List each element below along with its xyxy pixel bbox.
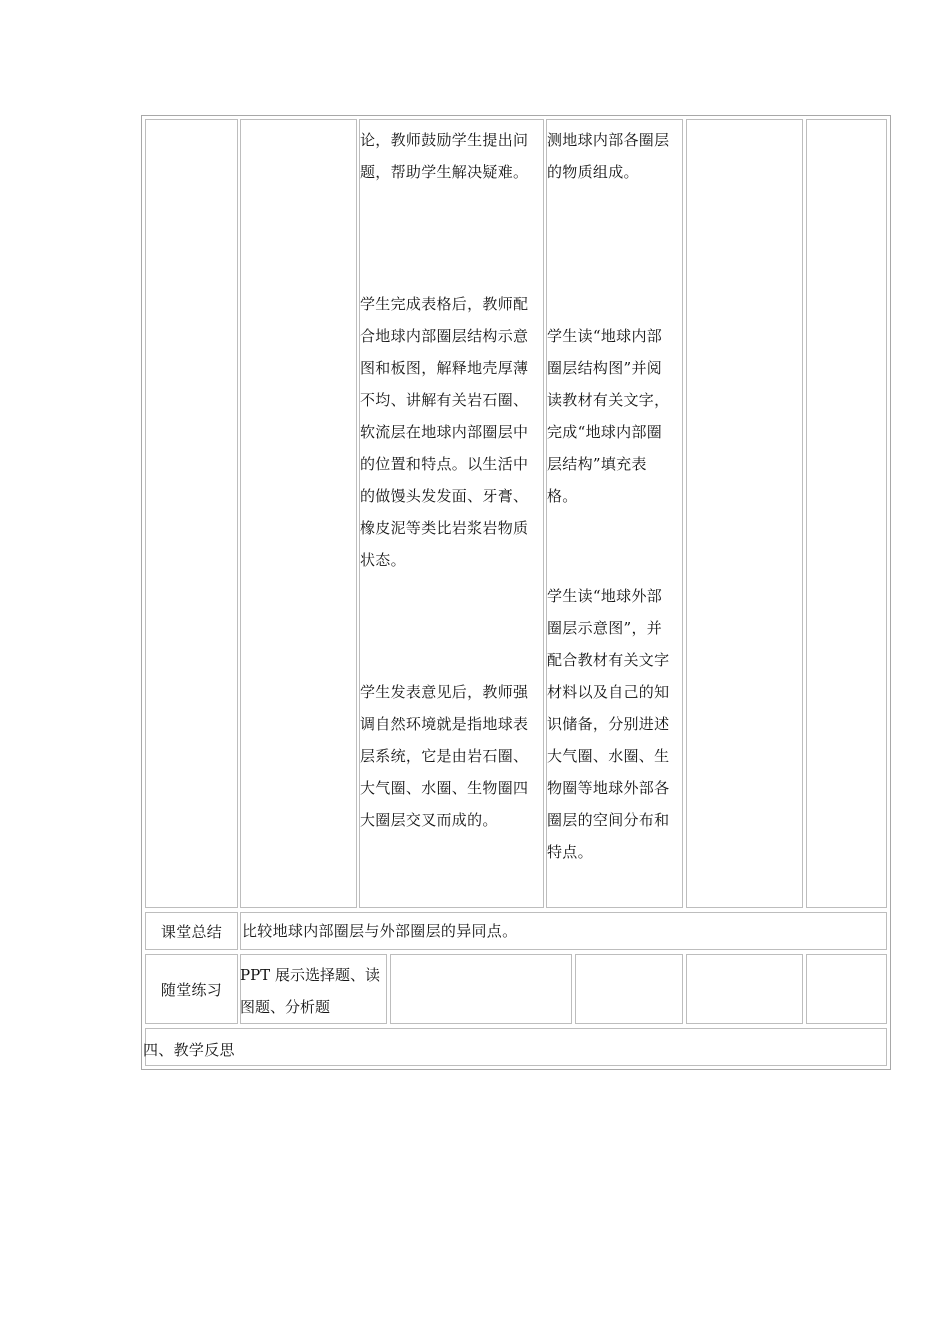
main-row-col-2 <box>240 119 357 908</box>
text-line: 的物质组成。 <box>547 163 639 181</box>
text-line: 材料以及自己的知 <box>547 683 670 701</box>
text-line: 特点。 <box>547 843 593 861</box>
practice-col-4 <box>575 954 683 1024</box>
summary-content-cell <box>240 912 887 950</box>
summary-content: 比较地球内部圈层与外部圈层的异同点。 <box>242 922 518 940</box>
practice-label: 随堂练习 <box>160 981 223 999</box>
text-line: 圈层结构图”并阅 <box>547 359 663 377</box>
summary-label: 课堂总结 <box>160 923 223 941</box>
text-line: 图和板图，解释地壳厚薄 <box>360 359 529 377</box>
text-line: 橡皮泥等类比岩浆岩物质 <box>360 519 529 537</box>
text-line: 软流层在地球内部圈层中 <box>360 423 529 441</box>
text-line: 圈层的空间分布和 <box>547 811 670 829</box>
practice-col-5 <box>686 954 803 1024</box>
text-line: 学生完成表格后，教师配 <box>360 295 529 313</box>
text-line: 配合教材有关文字 <box>547 651 670 669</box>
text-line: 读教材有关文字， <box>547 391 670 409</box>
text-line: 状态。 <box>360 551 406 569</box>
text-line: 圈层示意图”，并 <box>547 619 663 637</box>
reflection-label: 四、教学反思 <box>143 1041 235 1059</box>
text-line: 格。 <box>547 487 578 505</box>
practice-col-6 <box>806 954 887 1024</box>
text-line: 学生发表意见后，教师强 <box>360 683 529 701</box>
text-line: 的位置和特点。以生活中 <box>360 455 529 473</box>
main-row-col-1 <box>145 119 238 908</box>
text-line: 的做馒头发发面、牙膏、 <box>360 487 529 505</box>
text-line: 学生读“地球内部 <box>547 327 663 345</box>
practice-content-line: PPT 展示选择题、读 <box>240 966 380 984</box>
text-line: 层系统，它是由岩石圈、 <box>360 747 529 765</box>
main-row-col-6 <box>806 119 887 908</box>
text-line: 测地球内部各圈层 <box>547 131 670 149</box>
text-line: 不均、讲解有关岩石圈、 <box>360 391 529 409</box>
reflection-cell <box>145 1028 887 1066</box>
text-line: 学生读“地球外部 <box>547 587 663 605</box>
text-line: 物圈等地球外部各 <box>547 779 670 797</box>
text-line: 大气圈、水圈、生 <box>547 747 670 765</box>
practice-col-3 <box>390 954 572 1024</box>
practice-content-line: 图题、分析题 <box>240 998 331 1016</box>
text-line: 层结构”填充表 <box>547 455 647 473</box>
text-line: 题，帮助学生解决疑难。 <box>360 163 529 181</box>
text-line: 论，教师鼓励学生提出问 <box>360 131 529 149</box>
practice-label-cell <box>145 954 238 1024</box>
practice-content-cell <box>240 954 387 1024</box>
text-line: 大圈层交叉而成的。 <box>360 811 498 829</box>
text-line: 识储备，分别进述 <box>547 715 670 733</box>
main-row-col-5 <box>686 119 803 908</box>
text-line: 合地球内部圈层结构示意 <box>360 327 529 345</box>
text-line: 完成“地球内部圈 <box>547 423 663 441</box>
text-line: 大气圈、水圈、生物圈四 <box>360 779 529 797</box>
text-line: 调自然环境就是指地球表 <box>360 715 529 733</box>
summary-label-cell <box>145 912 238 950</box>
